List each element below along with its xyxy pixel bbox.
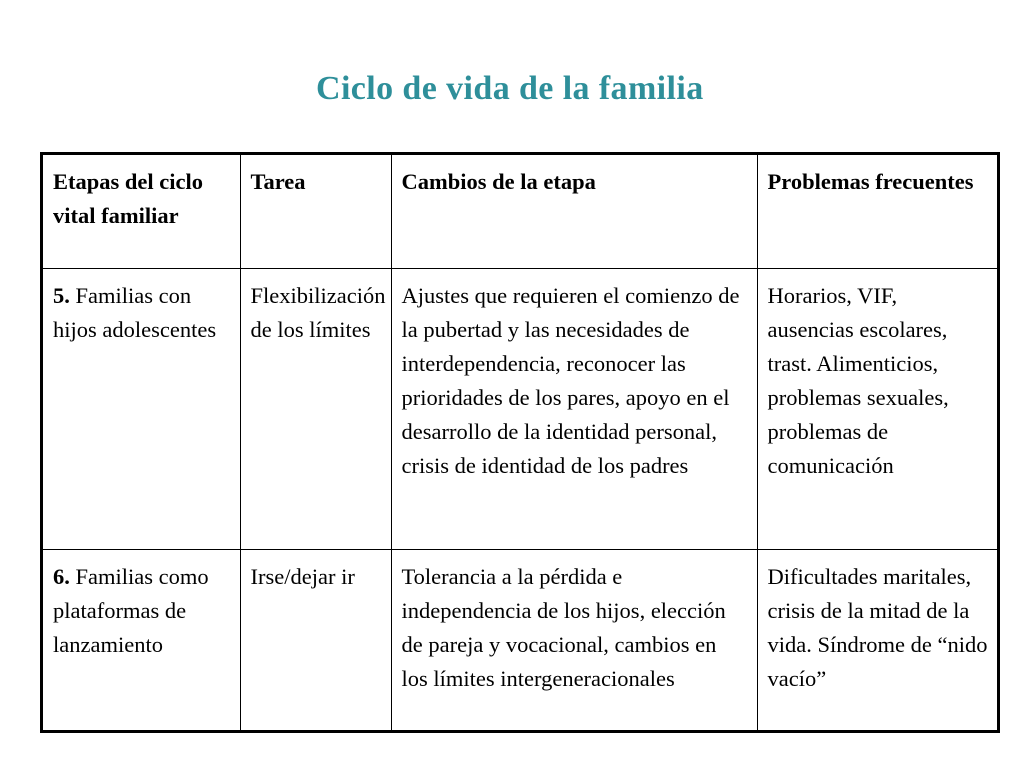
problems-cell (757, 268, 997, 549)
problems-text: Horarios, VIF, ausencias escolares, trast. Alimenticios, problemas sexuales, problemas de comunicación (767, 282, 949, 478)
stage-number: 6. (53, 563, 70, 589)
problems-text: Dificultades maritales, crisis de la mitad de la vida. Síndrome de “nido vacío” (767, 563, 988, 691)
header-cell-task: Tarea (240, 155, 391, 268)
task-cell (240, 549, 391, 730)
problems-cell (757, 549, 997, 730)
changes-text: Tolerancia a la pérdida e independencia de los hijos, elección de pareja y vocacional, cambios en los límites intergeneracionales (401, 563, 726, 691)
stage-name: Familias como plataformas de lanzamiento (53, 563, 209, 657)
slide-title: Ciclo de vida de la familia (316, 70, 704, 107)
table-row (43, 268, 997, 549)
family-cycle-table-frame (40, 152, 1000, 733)
stage-number: 5. (53, 282, 70, 308)
changes-cell (391, 549, 757, 730)
task-text: Irse/dejar ir (250, 563, 355, 589)
table-row (43, 549, 997, 730)
header-cell-problems: Problemas frecuentes (757, 155, 997, 268)
stage-cell (43, 549, 240, 730)
header-cell-changes: Cambios de la etapa (391, 155, 757, 268)
table-header-row (43, 155, 997, 268)
changes-cell (391, 268, 757, 549)
stage-cell (43, 268, 240, 549)
task-cell (240, 268, 391, 549)
header-cell-stages: Etapas del ciclo vital familiar (43, 155, 240, 268)
changes-text: Ajustes que requieren el comienzo de la pubertad y las necesidades de interdependencia, reconocer las prioridades de los pares, apoyo en el desarrollo de la identidad personal, crisis de identidad de los padres (401, 282, 740, 478)
task-text: Flexibilización de los límites (250, 282, 386, 342)
family-cycle-table (43, 155, 997, 730)
stage-name: Familias con hijos adolescentes (53, 282, 217, 342)
